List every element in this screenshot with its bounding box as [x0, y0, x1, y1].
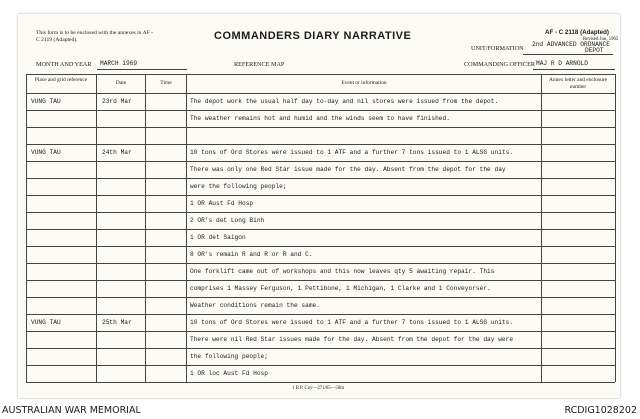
- entry-place: VUNG TAU: [31, 98, 61, 105]
- enclosure-note: This form is to be enclosed with the annexes in AF - C 2119 (Adapted).: [36, 30, 153, 43]
- entry-line: There was only one Red Star issue made for the day. Absent from the depot for the day: [190, 166, 506, 173]
- footer-institution: AUSTRALIAN WAR MEMORIAL: [2, 405, 141, 416]
- entry-line: 1 OR det Saigon: [190, 234, 246, 241]
- officer-label: COMMANDING OFFICER: [464, 61, 535, 68]
- entry-date: 23rd Mar: [102, 98, 132, 105]
- row-rule: [26, 212, 615, 213]
- entry-line: The weather remains hot and humid and the winds seem to have finished.: [190, 115, 450, 122]
- officer-value: MAJ R D ARNOLD: [536, 60, 588, 67]
- row-rule: [26, 195, 615, 196]
- page-title: COMMANDERS DIARY NARRATIVE: [214, 30, 412, 42]
- entry-date: 25th Mar: [102, 319, 132, 326]
- col-header-annex: Annex letter and enclosure number: [549, 77, 607, 90]
- archive-footer: [0, 402, 640, 419]
- officer-underline: [533, 69, 615, 70]
- row-rule: [26, 314, 615, 315]
- row-rule: [26, 280, 615, 281]
- month-value: MARCH 1969: [100, 60, 138, 67]
- entry-line: were the following people;: [190, 183, 287, 190]
- entry-line: the following people;: [190, 353, 268, 360]
- month-label: MONTH AND YEAR: [36, 61, 92, 68]
- footer-record-id: RCDIG1028202: [564, 405, 637, 416]
- row-rule: [26, 263, 615, 264]
- entry-line: 1 OR loc Aust Fd Hosp: [190, 370, 268, 377]
- row-rule: [26, 246, 615, 247]
- col-header-event: Event or information: [341, 80, 387, 86]
- table-right-border: [615, 74, 616, 382]
- col-divider-event: [186, 74, 187, 382]
- row-rule: [26, 365, 615, 366]
- row-rule: [26, 348, 615, 349]
- entry-line: 10 tons of Ord Stores were issued to 1 ATF and a further 7 tons issued to 1 ALSG units.: [190, 319, 514, 326]
- row-rule: [26, 331, 615, 332]
- table-header-rule: [26, 93, 615, 94]
- entry-line: 8 OR's remain R and R or R and C.: [190, 251, 313, 258]
- month-underline: [97, 69, 187, 70]
- row-rule: [26, 229, 615, 230]
- entry-line: One forklift came out of workshops and this now leaves qty 5 awaiting repair. This: [190, 268, 495, 275]
- reference-map-label: REFERENCE MAP: [234, 61, 285, 68]
- row-rule: [26, 297, 615, 298]
- row-rule: [26, 127, 615, 128]
- table-top-rule: [26, 74, 615, 75]
- entry-place: VUNG TAU: [31, 149, 61, 156]
- col-divider-date: [96, 74, 97, 382]
- printer-code: 1 B.P. Coy—271/65—50m: [292, 386, 344, 391]
- table-bottom-rule: [26, 382, 615, 383]
- col-header-place: Place and grid reference: [34, 77, 88, 83]
- col-header-time: Time: [160, 80, 172, 86]
- entry-line: Weather conditions remain the same.: [190, 302, 320, 309]
- form-code: AF - C 2118 (Adapted): [545, 29, 609, 36]
- row-rule: [26, 161, 615, 162]
- unit-label: UNIT/FORMATION: [471, 45, 524, 52]
- col-header-date: Date: [115, 80, 127, 86]
- entry-line: 10 tons of Ord Stores were issued to 1 ATF and a further 7 tons issued to 1 ALSG units.: [190, 149, 514, 156]
- col-divider-annex: [541, 74, 542, 382]
- entry-line: There were nil Red Star issues made for the day. Absent from the depot for the day were: [190, 336, 514, 343]
- entry-line: 2 OR's det Long Binh: [190, 217, 265, 224]
- entry-line: comprises 1 Massey Ferguson, 1 Pettibone, 1 Michigan, 1 Clarke and 1 Conveyorser.: [190, 285, 491, 292]
- col-divider-time: [145, 74, 146, 382]
- unit-value-line2: DEPOT: [585, 47, 604, 54]
- unit-value-line1: 2nd ADVANCED ORDNANCE: [532, 41, 610, 48]
- entry-place: VUNG TAU: [31, 319, 61, 326]
- entry-line: The depot work the usual half day to-day and nil stores were issued from the depot.: [190, 98, 499, 105]
- entry-date: 24th Mar: [102, 149, 132, 156]
- table-left-border: [26, 74, 27, 382]
- unit-underline: [523, 54, 613, 55]
- row-rule: [26, 144, 615, 145]
- revised-date: Revised Jun, 1965: [583, 37, 619, 42]
- diary-page: [18, 14, 620, 398]
- entry-line: 1 OR Aust Fd Hosp: [190, 200, 254, 207]
- row-rule: [26, 178, 615, 179]
- row-rule: [26, 110, 615, 111]
